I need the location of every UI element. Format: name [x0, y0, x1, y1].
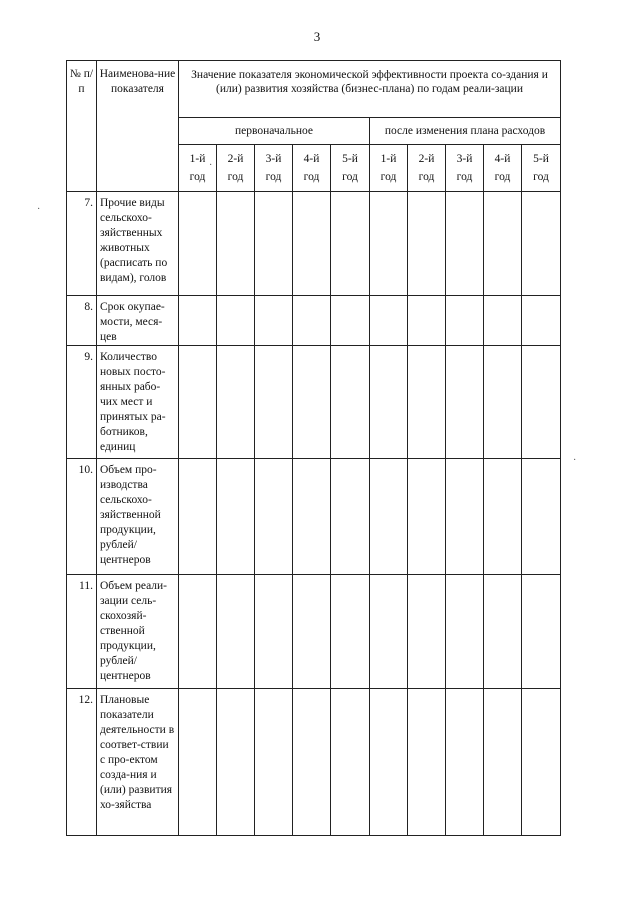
value-cell[interactable] — [484, 689, 522, 836]
value-cell[interactable] — [179, 296, 217, 346]
value-cell[interactable] — [331, 346, 370, 459]
value-cell[interactable] — [522, 689, 561, 836]
value-cell[interactable] — [408, 459, 446, 575]
value-cell[interactable] — [408, 192, 446, 296]
year-word: год — [265, 171, 282, 183]
value-cell[interactable] — [408, 346, 446, 459]
row-indicator-name: Объем реали-зации сель-скохозяй-ственной продукции, рублей/ центнеров — [97, 575, 179, 689]
value-cell[interactable] — [255, 346, 293, 459]
value-cell[interactable] — [522, 575, 561, 689]
year-number: 4-й — [303, 153, 320, 165]
value-cell[interactable] — [408, 296, 446, 346]
value-cell[interactable] — [484, 192, 522, 296]
header-year-1 — [179, 145, 217, 192]
value-cell[interactable] — [522, 296, 561, 346]
value-cell[interactable] — [293, 459, 331, 575]
value-cell[interactable] — [293, 192, 331, 296]
table-row — [67, 575, 561, 689]
header-col-no: № п/п — [67, 61, 97, 192]
year-word: год — [189, 171, 206, 183]
year-number: 3-й — [456, 153, 473, 165]
header-year-4 — [293, 145, 331, 192]
header-year-3 — [255, 145, 293, 192]
page-number: 3 — [313, 29, 321, 44]
year-number: 3-й — [265, 153, 282, 165]
year-word: год — [227, 171, 244, 183]
header-group-after: после изменения плана расходов — [370, 118, 561, 145]
value-cell[interactable] — [255, 192, 293, 296]
scan-dot: · — [37, 204, 41, 215]
value-cell[interactable] — [255, 575, 293, 689]
row-indicator-name: Срок окупае-мости, меся-цев — [97, 296, 179, 346]
value-cell[interactable] — [370, 296, 408, 346]
value-cell[interactable] — [179, 192, 217, 296]
year-word: год — [303, 171, 320, 183]
value-cell[interactable] — [331, 192, 370, 296]
value-cell[interactable] — [484, 296, 522, 346]
header-year-9 — [484, 145, 522, 192]
header-year-8 — [446, 145, 484, 192]
value-cell[interactable] — [293, 575, 331, 689]
year-word: год — [418, 171, 435, 183]
value-cell[interactable] — [446, 346, 484, 459]
value-cell[interactable] — [217, 296, 255, 346]
value-cell[interactable] — [522, 346, 561, 459]
value-cell[interactable] — [255, 296, 293, 346]
row-number: 7. — [67, 192, 97, 296]
table-row — [67, 346, 561, 459]
scan-dot: · — [573, 455, 577, 466]
header-col-name: Наименова-ние показателя — [97, 61, 179, 192]
year-number: 2-й — [227, 153, 244, 165]
year-number: 5-й — [533, 153, 549, 165]
value-cell[interactable] — [408, 689, 446, 836]
header-year-10 — [522, 145, 561, 192]
value-cell[interactable] — [446, 459, 484, 575]
year-word: год — [533, 171, 549, 183]
header-col-value: Значение показателя экономической эффективности проекта со-здания и (или) развития хозяйства (бизнес-плана) по годам реали-зации — [179, 61, 561, 118]
value-cell[interactable] — [370, 459, 408, 575]
row-number: 8. — [67, 296, 97, 346]
value-cell[interactable] — [293, 346, 331, 459]
value-cell[interactable] — [331, 575, 370, 689]
row-indicator-name: Объем про-изводства сельскохо-зяйственной продукции, рублей/ центнеров — [97, 459, 179, 575]
table-body — [67, 192, 561, 836]
year-number: 2-й — [418, 153, 435, 165]
efficiency-table — [66, 60, 561, 836]
row-indicator-name: Плановые показатели деятельности в соответ-ствии с про-ектом созда-ния и (или) развития хо-зяйства — [97, 689, 179, 836]
header-year-6 — [370, 145, 408, 192]
value-cell[interactable] — [331, 459, 370, 575]
value-cell[interactable] — [331, 689, 370, 836]
header-year-5 — [331, 145, 370, 192]
value-cell[interactable] — [484, 575, 522, 689]
value-cell[interactable] — [370, 575, 408, 689]
row-number: 10. — [67, 459, 97, 575]
row-number: 11. — [67, 575, 97, 689]
value-cell[interactable] — [217, 459, 255, 575]
row-number: 9. — [67, 346, 97, 459]
year-word: год — [342, 171, 358, 183]
table-row — [67, 296, 561, 346]
header-group-initial: первоначальное — [179, 118, 370, 145]
value-cell[interactable] — [255, 459, 293, 575]
value-cell[interactable] — [370, 689, 408, 836]
value-cell[interactable] — [370, 346, 408, 459]
value-cell[interactable] — [179, 459, 217, 575]
value-cell[interactable] — [217, 575, 255, 689]
value-cell[interactable] — [217, 689, 255, 836]
value-cell[interactable] — [179, 575, 217, 689]
value-cell[interactable] — [522, 459, 561, 575]
year-word: год — [494, 171, 511, 183]
table-row — [67, 192, 561, 296]
value-cell[interactable] — [408, 575, 446, 689]
value-cell[interactable] — [370, 192, 408, 296]
year-number: 1-й — [189, 153, 206, 165]
header-year-2 — [217, 145, 255, 192]
header-year-7 — [408, 145, 446, 192]
value-cell[interactable] — [255, 689, 293, 836]
row-number: 12. — [67, 689, 97, 836]
value-cell[interactable] — [446, 296, 484, 346]
scan-dot: · — [209, 160, 213, 171]
value-cell[interactable] — [522, 192, 561, 296]
value-cell[interactable] — [179, 346, 217, 459]
value-cell[interactable] — [446, 689, 484, 836]
value-cell[interactable] — [293, 296, 331, 346]
row-indicator-name: Прочие виды сельскохо-зяйственных животных (расписать по видам), голов — [97, 192, 179, 296]
row-indicator-name: Количество новых посто-янных рабо-чих мест и принятых ра-ботников, единиц — [97, 346, 179, 459]
value-cell[interactable] — [217, 192, 255, 296]
value-cell[interactable] — [446, 192, 484, 296]
year-word: год — [456, 171, 473, 183]
value-cell[interactable] — [217, 346, 255, 459]
table-row — [67, 689, 561, 836]
value-cell[interactable] — [446, 575, 484, 689]
value-cell[interactable] — [484, 346, 522, 459]
year-word: год — [380, 171, 397, 183]
value-cell[interactable] — [179, 689, 217, 836]
year-number: 5-й — [342, 153, 358, 165]
value-cell[interactable] — [484, 459, 522, 575]
year-number: 4-й — [494, 153, 511, 165]
value-cell[interactable] — [331, 296, 370, 346]
table-row — [67, 459, 561, 575]
value-cell[interactable] — [293, 689, 331, 836]
year-number: 1-й — [380, 153, 397, 165]
